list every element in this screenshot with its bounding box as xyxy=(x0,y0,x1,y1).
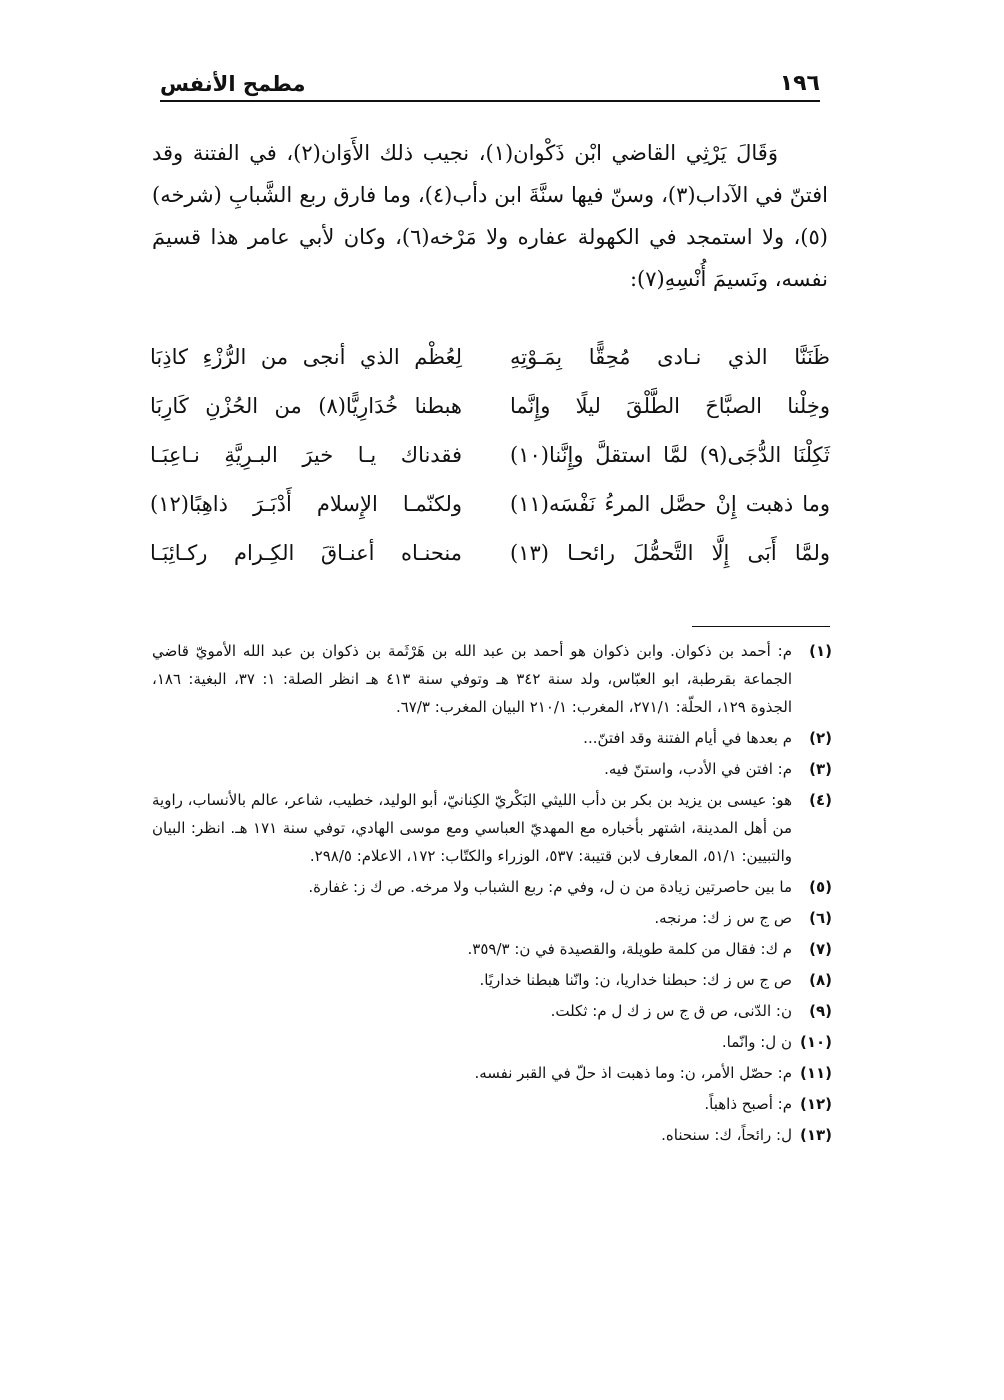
verse-3 xyxy=(150,430,830,479)
footnote-6-mark: (٦) xyxy=(809,909,832,927)
footnote-11-text: م: حصّل الأمر، ن: وما ذهبت اذ حلّ في القبر نفسه. xyxy=(474,1064,792,1082)
footnotes xyxy=(152,637,832,1152)
footnote-13 xyxy=(152,1121,832,1149)
footnote-4-text: هو: عيسى بن يزيد بن بكر بن دأب الليثي البَكْريّ الكِنانيّ، أبو الوليد، خطيب، شاعر، عالم بالأنساب، راوية من أهل المدينة، اشتهر بأخباره مع المهديّ العباسي ومع موسى الهادي، توفي سنة ١٧١ هـ. انظر: البيان والتبيين: ٥١/١، المعارف لابن قتيبة: ٥٣٧، الوزراء والكتّاب: ١٧٢، الاعلام: ٢٩٨/٥. xyxy=(152,791,792,865)
footnote-2-mark: (٢) xyxy=(809,729,832,747)
footnote-11 xyxy=(152,1059,832,1087)
verse-2 xyxy=(150,381,830,430)
footnote-7-mark: (٧) xyxy=(809,940,832,958)
footnote-13-text: ل: رائحاً، ك: سنحناه. xyxy=(661,1126,792,1144)
footnote-6 xyxy=(152,904,832,932)
footnote-3-mark: (٣) xyxy=(809,760,832,778)
footnote-4 xyxy=(152,786,832,870)
footnote-1-mark: (١) xyxy=(809,642,832,660)
footnote-9-mark: (٩) xyxy=(809,1002,832,1020)
body-paragraph-block xyxy=(152,132,828,300)
verse-4-first-hemistich: وما ذهبت إِنْ حصَّل المرءُ نَفْسَه(١١) xyxy=(510,491,830,516)
footnote-5-mark: (٥) xyxy=(809,878,832,896)
verse-2-first-hemistich: وخِلْنا الصبَّاحَ الطَّلْقَ ليلًا وإِنَّما xyxy=(510,393,830,418)
verse-4 xyxy=(150,479,830,528)
footnote-1-text: م: أحمد بن ذكوان. وابن ذكوان هو أحمد بن عبد الله بن هَرْثَمة بن ذكوان بن عبد الله الأمويّ قاضي الجماعة بقرطبة، ابو العبّاس، ولد سنة ٣٤٢ هـ وتوفي سنة ٤١٣ هـ انظر الصلة: ١: ٣٧، البغية: ١٨٦، الجذوة ١٢٩، الحلّة: ٢٧١/١، المغرب: ٢١٠/١ البيان المغرب: ٦٧/٣. xyxy=(152,642,793,716)
verse-4-second-hemistich: ولكنّمـا الإِسلام أَدْبَـرَ ذاهِبًا(١٢) xyxy=(150,491,462,516)
footnote-8-text: ص ج س ز ك: حبطنا خداريا، ن: وانّنا هبطنا خداريًا. xyxy=(479,971,792,989)
footnote-3-text: م: افتن في الأدب، واستنّ فيه. xyxy=(604,760,792,778)
footnote-12-text: م: أصبح ذاهباً. xyxy=(704,1095,792,1113)
verse-1-second-hemistich: لِعُظْم الذي أنجى من الرُّزْءِ كاذِبَا xyxy=(150,344,462,369)
footnote-7 xyxy=(152,935,832,963)
footnote-4-mark: (٤) xyxy=(809,791,832,809)
footnote-8-mark: (٨) xyxy=(809,971,832,989)
footnote-12-mark: (١٢) xyxy=(799,1095,832,1113)
verse-1 xyxy=(150,332,830,381)
poem xyxy=(150,332,830,577)
footnote-2-text: م بعدها في أيام الفتنة وقد افتنّ... xyxy=(583,729,792,747)
verse-3-first-hemistich: ثَكِلْنَا الدُّجَى(٩) لمَّا استقلَّ وإِنَّنا(١٠) xyxy=(510,442,830,467)
verse-5 xyxy=(150,528,830,577)
footnote-13-mark: (١٣) xyxy=(799,1126,832,1144)
verse-5-first-hemistich: ولمَّا أَبَى إِلَّا التَّحمُّلَ رائحـا (١٣) xyxy=(510,540,830,565)
running-title: مطمح الأنفس xyxy=(160,72,306,96)
verse-5-second-hemistich: منحنـاه أعنـاقَ الكِـرام ركـائِبَـا xyxy=(150,540,462,565)
footnote-9 xyxy=(152,997,832,1025)
verse-3-second-hemistich: فقدناك يـا خيرَ البـرِيَّةِ نـاعِبَـا xyxy=(150,442,462,467)
body-paragraph: وَقَالَ يَرْثِي القاضي ابْن ذَكْوان(١)، نجيب ذلك الأَوَان(٢)، في الفتنة وقد افتنّ في الآداب(٣)، وسنّ فيها سنَّةَ ابن دأب(٤)، وما فارق ربع الشَّبابِ (شرخه)(٥)، ولا استمجد في الكهولة عفاره ولا مَرْخه(٦)، وكان لأبي عامر هذا قسيمَ نفسه، ونَسيمَ أُنْسِهِ(٧): xyxy=(152,141,829,291)
footnote-2 xyxy=(152,724,832,752)
verse-2-second-hemistich: هبطنا خُدَارِيًّا(٨) من الحُزْنِ كَارِبَا xyxy=(150,393,463,418)
footnote-divider xyxy=(692,626,830,627)
footnote-5-text: ما بين حاصرتين زيادة من ن ل، وفي م: ربع الشباب ولا مرخه. ص ك ز: غفارة. xyxy=(308,878,792,896)
footnote-7-text: م ك: فقال من كلمة طويلة، والقصيدة في ن: ٣٥٩/٣. xyxy=(467,940,792,958)
footnote-9-text: ن: الدّنى، ص ق ج س ز ك ل م: ثكلت. xyxy=(550,1002,792,1020)
footnote-12 xyxy=(152,1090,832,1118)
footnote-10 xyxy=(152,1028,832,1056)
page-number: ١٩٦ xyxy=(779,71,820,96)
verse-1-first-hemistich: ظَنَنَّا الذي نـادى مُحِقًّا بِمَـوْتِهِ xyxy=(510,344,830,369)
footnote-11-mark: (١١) xyxy=(799,1064,832,1082)
footnote-10-text: ن ل: وانّما. xyxy=(721,1033,792,1051)
footnote-6-text: ص ج س ز ك: مرنجه. xyxy=(654,909,792,927)
footnote-1 xyxy=(152,637,832,721)
page-header xyxy=(160,58,820,102)
footnote-8 xyxy=(152,966,832,994)
footnote-10-mark: (١٠) xyxy=(799,1033,832,1051)
footnote-3 xyxy=(152,755,832,783)
footnote-5 xyxy=(152,873,832,901)
